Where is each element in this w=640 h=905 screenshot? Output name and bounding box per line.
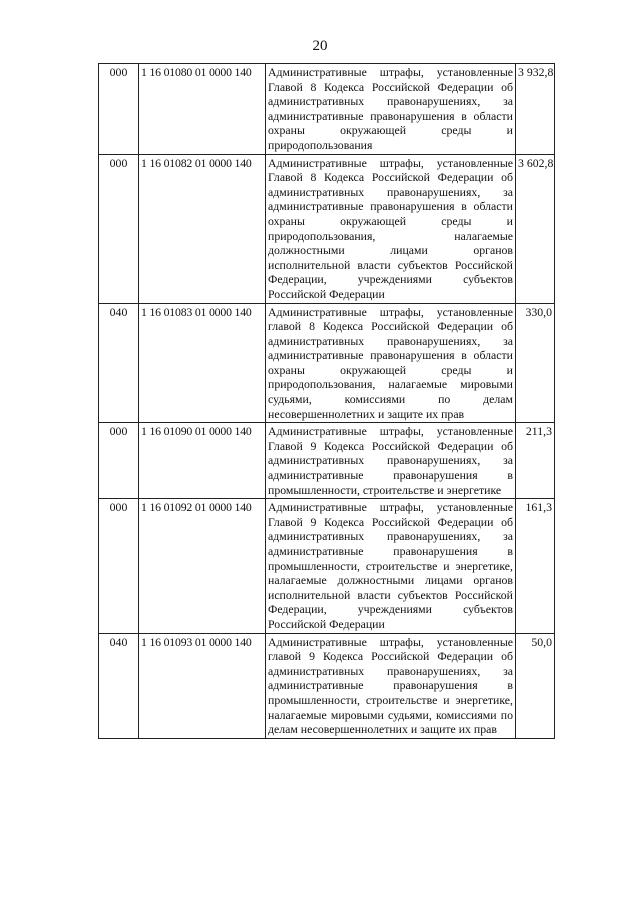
table-row [99, 64, 555, 155]
admin-code-cell: 000 [99, 154, 139, 303]
table-row [99, 154, 555, 303]
admin-code-cell: 000 [99, 64, 139, 155]
budget-code-cell: 1 16 01092 01 0000 140 [139, 499, 266, 633]
amount-cell: 3 932,8 [516, 64, 555, 155]
amount-cell: 161,3 [516, 499, 555, 633]
amount-cell: 211,3 [516, 423, 555, 499]
revenue-name-cell: Административные штрафы, установленные Главой 8 Кодекса Российской Федерации об административных правонарушениях, за административные правонарушения в области охраны окружающей среды и природопользования, налагаемые должностными лицами органов исполнительной власти субъектов Российской Федерации, учреждениями субъектов Российской Федерации [266, 154, 516, 303]
budget-code-cell: 1 16 01090 01 0000 140 [139, 423, 266, 499]
budget-code-cell: 1 16 01080 01 0000 140 [139, 64, 266, 155]
admin-code-cell: 000 [99, 499, 139, 633]
table-row [99, 499, 555, 633]
budget-code-cell: 1 16 01082 01 0000 140 [139, 154, 266, 303]
revenue-name-cell: Административные штрафы, установленные главой 9 Кодекса Российской Федерации об административных правонарушениях, за административные правонарушения в промышленности, строительстве и энергетике, налагаемые мировыми судьями, комиссиями по делам несовершеннолетних и защите их прав [266, 633, 516, 738]
revenue-name-cell: Административные штрафы, установленные Главой 9 Кодекса Российской Федерации об административных правонарушениях, за административные правонарушения в промышленности, строительстве и энергетике, налагаемые должностными лицами органов исполнительной власти субъектов Российской Федерации, учреждениями субъектов Российской Федерации [266, 499, 516, 633]
table-row [99, 303, 555, 423]
table-row [99, 423, 555, 499]
amount-cell: 330,0 [516, 303, 555, 423]
revenue-name-cell: Административные штрафы, установленные Главой 8 Кодекса Российской Федерации об административных правонарушениях, за административные правонарушения в области охраны окружающей среды и природопользования [266, 64, 516, 155]
revenue-name-cell: Административные штрафы, установленные главой 8 Кодекса Российской Федерации об административных правонарушениях, за административные правонарушения в области охраны окружающей среды и природопользования, налагаемые мировыми судьями, комиссиями по делам несовершеннолетних и защите их прав [266, 303, 516, 423]
admin-code-cell: 040 [99, 303, 139, 423]
page-number: 20 [312, 38, 328, 54]
revenue-name-cell: Административные штрафы, установленные Главой 9 Кодекса Российской Федерации об административных правонарушениях, за административные правонарушения в промышленности, строительстве и энергетике [266, 423, 516, 499]
budget-code-cell: 1 16 01083 01 0000 140 [139, 303, 266, 423]
amount-cell: 3 602,8 [516, 154, 555, 303]
admin-code-cell: 040 [99, 633, 139, 738]
admin-code-cell: 000 [99, 423, 139, 499]
budget-revenue-table [98, 63, 555, 739]
table-row [99, 633, 555, 738]
amount-cell: 50,0 [516, 633, 555, 738]
budget-code-cell: 1 16 01093 01 0000 140 [139, 633, 266, 738]
